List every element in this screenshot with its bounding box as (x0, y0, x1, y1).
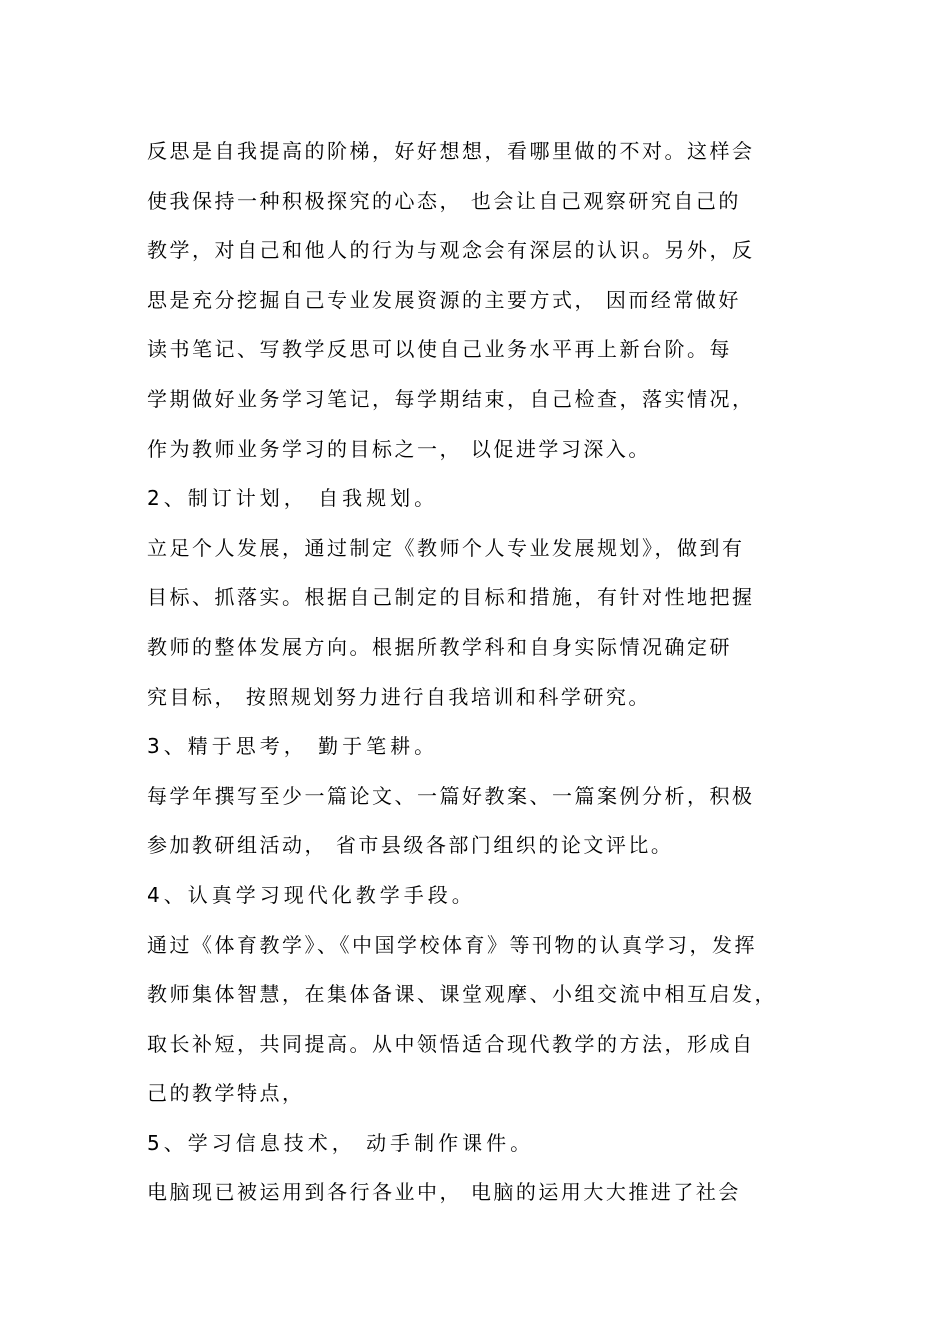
section-heading-4: 4、认真学习现代化教学手段。 (147, 882, 476, 907)
text-line: 学期做好业务学习笔记，每学期结束，自己检查，落实情况， (147, 386, 755, 411)
text-line: 通过《体育教学》、《中国学校体育》等刊物的认真学习，发挥 (147, 932, 757, 957)
text-line: 目标、抓落实。根据自己制定的目标和措施，有针对性地把握 (147, 585, 755, 610)
text-line: 使我保持一种积极探究的心态， 也会让自己观察研究自己的 (147, 188, 741, 213)
section-heading-2: 2、制订计划， 自我规划。 (147, 486, 439, 511)
text-line: 教师的整体发展方向。根据所教学科和自身实际情况确定研 (147, 634, 732, 659)
text-line: 思是充分挖掘自己专业发展资源的主要方式， 因而经常做好 (147, 287, 741, 312)
text-line: 究目标， 按照规划努力进行自我培训和科学研究。 (147, 684, 651, 709)
body-text (147, 127, 815, 1218)
text-line: 取长补短，共同提高。从中领悟适合现代教学的方法，形成自 (147, 1031, 755, 1056)
text-line: 读书笔记、写教学反思可以使自己业务水平再上新台阶。每 (147, 337, 732, 362)
text-line: 电脑现已被运用到各行各业中， 电脑的运用大大推进了社会 (147, 1180, 741, 1205)
text-line: 作为教师业务学习的目标之一， 以促进学习深入。 (147, 436, 651, 461)
text-line: 教师集体智慧，在集体备课、课堂观摩、小组交流中相互启发， (147, 982, 777, 1007)
text-line: 参加教研组活动， 省市县级各部门组织的论文评比。 (147, 833, 674, 858)
text-line: 己的教学特点， (147, 1081, 305, 1106)
section-heading-3: 3、精于思考， 勤于笔耕。 (147, 734, 439, 759)
text-line: 立足个人发展，通过制定《教师个人专业发展规划》，做到有 (147, 535, 745, 560)
text-line: 教学，对自己和他人的行为与观念会有深层的认识。另外，反 (147, 238, 755, 263)
text-line: 反思是自我提高的阶梯，好好想想，看哪里做的不对。这样会 (147, 139, 755, 163)
section-heading-5: 5、学习信息技术， 动手制作课件。 (147, 1130, 535, 1155)
text-line: 每学年撰写至少一篇论文、一篇好教案、一篇案例分析，积极 (147, 783, 755, 808)
